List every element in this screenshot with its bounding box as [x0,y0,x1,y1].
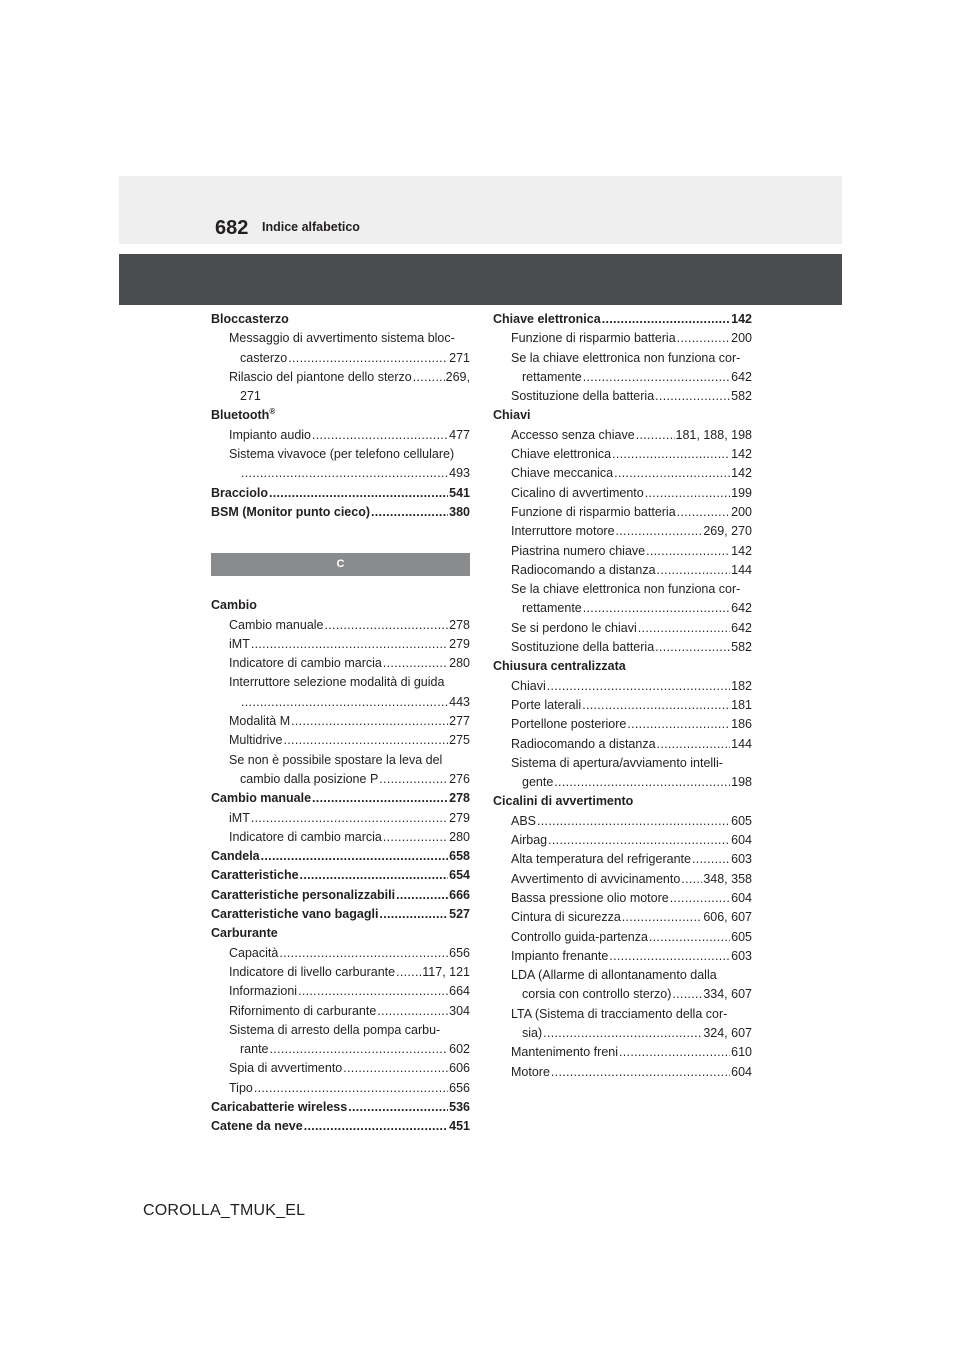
index-subentry: Se la chiave elettronica non funziona cor- [511,350,741,365]
index-subentry: rettamente ..... 642 [493,368,752,387]
index-entry-title: Cicalini di avvertimento [493,794,634,809]
index-subentry: Bassa pressione olio motore ..... 604 [493,889,752,908]
index-subentry: cambio dalla posizione P ..... 276 [211,770,470,789]
index-entry-title: Carburante [211,926,278,941]
index-subentry: Informazioni ..... 664 [211,982,470,1001]
index-subentry: Multidrive ..... 275 [211,731,470,750]
footer-document-code: COROLLA_TMUK_EL [143,1202,306,1219]
index-subentry: Sistema di arresto della pompa carbu- [229,1022,441,1037]
index-entry-title: Chiavi [493,408,531,423]
index-subentry: Motore ..... 604 [493,1063,752,1082]
index-entry: BSM (Monitor punto cieco) ..... 380 [211,503,470,522]
index-subentry: Indicatore di cambio marcia ..... 280 [211,654,470,673]
index-subentry: Se non è possibile spostare la leva del [229,752,443,767]
index-subentry: Messaggio di avvertimento sistema bloc- [229,331,455,346]
index-entry: Bracciolo ..... 541 [211,484,470,503]
index-entry: Caratteristiche vano bagagli ..... 527 [211,905,470,924]
index-subentry: Se si perdono le chiavi ..... 642 [493,619,752,638]
index-subentry: iMT ..... 279 [211,809,470,828]
index-entry: Catene da neve ..... 451 [211,1117,470,1136]
index-subentry: Cambio manuale ..... 278 [211,616,470,635]
index-subentry: Modalità M ..... 277 [211,712,470,731]
index-subentry: LDA (Allarme di allontanamento dalla [511,968,717,983]
index-subentry: rante ..... 602 [211,1040,470,1059]
index-subentry: sia) ..... 324, 607 [493,1024,752,1043]
index-subentry: Radiocomando a distanza ..... 144 [493,561,752,580]
index-subentry: Alta temperatura del refrigerante ..... 603 [493,850,752,869]
index-entry: Chiave elettronica ..... 142 [493,310,752,329]
section-title: Indice alfabetico [262,220,360,234]
index-subentry: Impianto audio ..... 477 [211,426,470,445]
index-subentry: Sistema di apertura/avviamento intelli- [511,755,723,770]
index-subentry: Funzione di risparmio batteria ..... 200 [493,329,752,348]
index-subentry: Airbag ..... 604 [493,831,752,850]
index-subentry: Avvertimento di avvicinamento ..... 348, 358 [493,870,752,889]
index-page-continuation: 271 [240,389,261,404]
registered-mark: ® [269,407,276,417]
index-subentry: Funzione di risparmio batteria ..... 200 [493,503,752,522]
index-entry: Caricabatterie wireless ..... 536 [211,1098,470,1117]
index-subentry: Indicatore di cambio marcia ..... 280 [211,828,470,847]
index-subentry: Portellone posteriore ..... 186 [493,715,752,734]
index-entry-title: Bluetooth® [211,407,276,423]
index-subentry: Controllo guida-partenza ..... 605 [493,928,752,947]
index-entry-title: Chiusura centralizzata [493,659,626,674]
index-subentry: Rifornimento di carburante ..... 304 [211,1002,470,1021]
index-subentry: Accesso senza chiave ..... 181, 188, 198 [493,426,752,445]
index-subentry: Sostituzione della batteria ..... 582 [493,387,752,406]
index-subentry: Capacità ..... 656 [211,944,470,963]
index-subentry: Tipo ..... 656 [211,1079,470,1098]
index-entry: Caratteristiche ..... 654 [211,866,470,885]
index-entry-title: Cambio [211,598,257,613]
index-subentry: Porte laterali ..... 181 [493,696,752,715]
header-dark-bar [119,254,842,305]
letter-section-c: C [211,553,470,576]
index-column-left [211,310,470,1137]
index-subentry: LTA (Sistema di tracciamento della cor- [511,1006,728,1021]
index-subentry: Sistema vivavoce (per telefono cellulare) [229,447,455,462]
index-entry: Cambio manuale ..... 278 [211,789,470,808]
index-subentry: Piastrina numero chiave ..... 142 [493,542,752,561]
index-subentry: Chiave meccanica ..... 142 [493,464,752,483]
index-entry: Candela ..... 658 [211,847,470,866]
index-entry: Caratteristiche personalizzabili ..... 666 [211,886,470,905]
index-subentry: Chiavi ..... 182 [493,677,752,696]
index-subentry: Spia di avvertimento ..... 606 [211,1059,470,1078]
index-subentry: Cintura di sicurezza ..... 606, 607 [493,908,752,927]
index-subentry: gente ..... 198 [493,773,752,792]
index-subentry: Rilascio del piantone dello sterzo ..... 269, [211,368,470,387]
index-subentry: Radiocomando a distanza ..... 144 [493,735,752,754]
index-subentry: Sostituzione della batteria ..... 582 [493,638,752,657]
index-subentry: iMT ..... 279 [211,635,470,654]
page-number: 682 [215,217,249,239]
index-subentry: Cicalino di avvertimento ..... 199 [493,484,752,503]
index-entry-title: Bloccasterzo [211,312,289,326]
index-subentry: corsia con controllo sterzo) ..... 334, 607 [493,985,752,1004]
index-subentry: Interruttore selezione modalità di guida [229,675,445,690]
index-subentry: ..... 493 [211,464,470,483]
index-subentry: ABS ..... 605 [493,812,752,831]
index-subentry: Chiave elettronica ..... 142 [493,445,752,464]
index-subentry: Interruttore motore ..... 269, 270 [493,522,752,541]
index-subentry: Mantenimento freni ..... 610 [493,1043,752,1062]
index-subentry: rettamente ..... 642 [493,599,752,618]
index-subentry: Impianto frenante ..... 603 [493,947,752,966]
index-subentry: Se la chiave elettronica non funziona cor- [511,582,741,597]
index-subentry: Indicatore di livello carburante ..... 117, 121 [211,963,470,982]
index-column-right [493,310,752,1082]
index-subentry: ..... 443 [211,693,470,712]
index-subentry: casterzo ..... 271 [211,349,470,368]
